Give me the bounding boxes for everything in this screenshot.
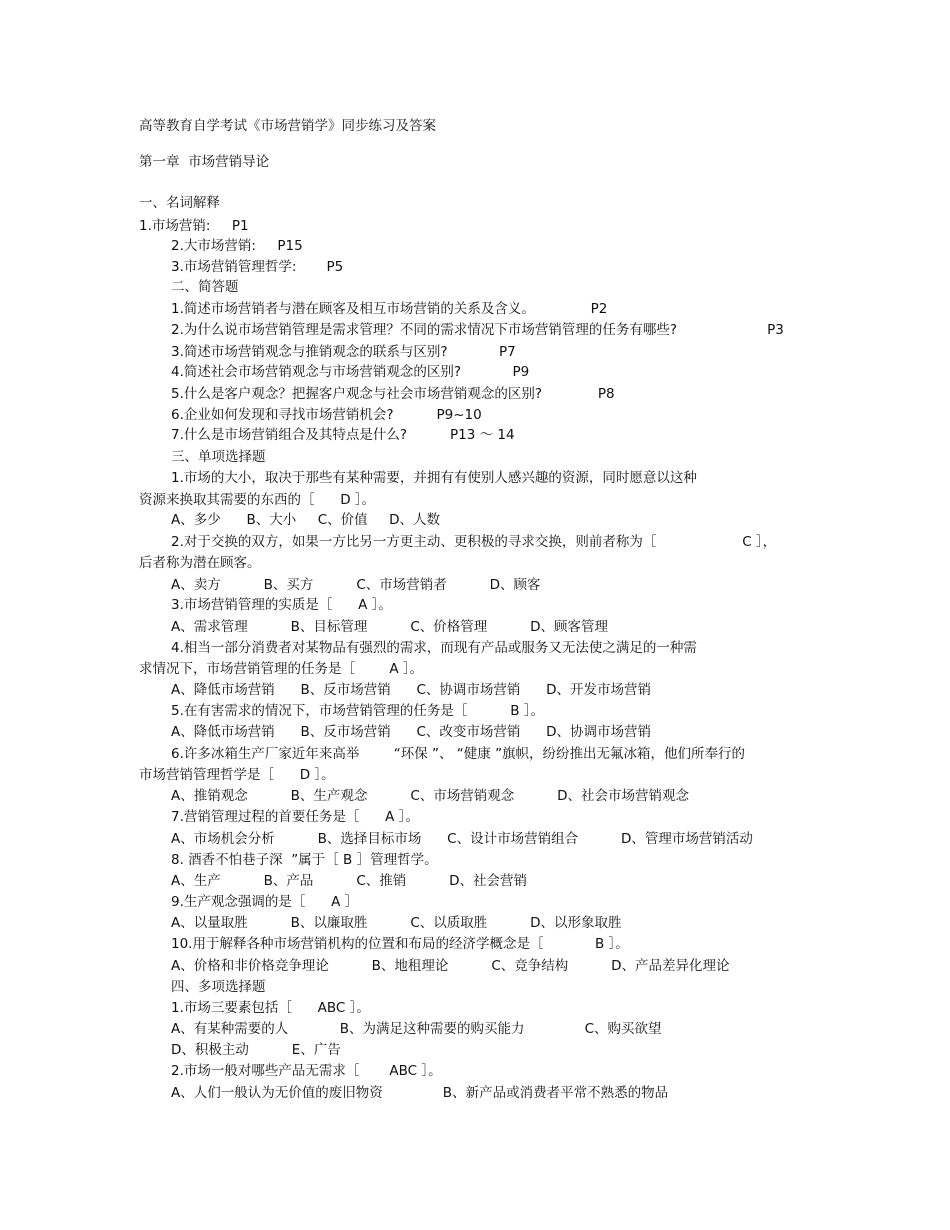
question-text: 市场营销管理哲学是［ D ］。 — [139, 767, 335, 783]
document-title: 高等教育自学考试《市场营销学》同步练习及答案 — [139, 118, 436, 134]
question-options: A、降低市场营销 B、反市场营销 C、改变市场营销 D、协调市场营销 — [171, 724, 652, 740]
short-answer-item: 7.什么是市场营销组合及其特点是什么? P13 ～ 14 — [171, 427, 515, 443]
question-options: A、降低市场营销 B、反市场营销 C、协调市场营销 D、开发市场营销 — [171, 682, 652, 698]
section-heading-terms: 一、名词解释 — [139, 195, 220, 211]
question-text: 7.营销管理过程的首要任务是［ A ］。 — [171, 809, 419, 825]
short-answer-item: 6.企业如何发现和寻找市场营销机会? P9~10 — [171, 407, 482, 423]
question-text: 1.市场的大小，取决于那些有某种需要，并拥有有使别人感兴趣的资源，同时愿意以这种 — [171, 470, 697, 486]
question-text: 4.相当一部分消费者对某物品有强烈的需求，而现有产品或服务又无法使之满足的一种需 — [171, 640, 697, 656]
question-text: 2.市场一般对哪些产品无需求［ ABC ］。 — [171, 1063, 442, 1079]
question-options: A、价格和非价格竞争理论 B、地租理论 C、竞争结构 D、产品差异化理论 — [171, 958, 730, 974]
question-options: A、以量取胜 B、以廉取胜 C、以质取胜 D、以形象取胜 — [171, 915, 622, 931]
question-options: A、生产 B、产品 C、推销 D、社会营销 — [171, 873, 528, 889]
section-heading-short-answer: 二、简答题 — [171, 279, 239, 295]
question-options: A、需求管理 B、目标管理 C、价格管理 D、顾客管理 — [171, 619, 609, 635]
question-options: A、有某种需要的人 B、为满足这种需要的购买能力 C、购买欲望 — [171, 1021, 662, 1037]
question-text: 8. 酒香不怕巷子深 ”属于［ B ］管理哲学。 — [171, 852, 438, 868]
question-text: 6.许多冰箱生产厂家近年来高举 “环保 ”、 “健康 ”旗帜，纷纷推出无氟冰箱，他们所奉行的 — [171, 746, 746, 762]
question-text: 9.生产观念强调的是［ A ］ — [171, 894, 359, 910]
section-heading-multiple-choice: 四、多项选择题 — [171, 979, 266, 995]
question-options: A、推销观念 B、生产观念 C、市场营销观念 D、社会市场营销观念 — [171, 788, 690, 804]
question-options: A、多少 B、大小 C、价值 D、人数 — [171, 512, 440, 528]
short-answer-item: 3.简述市场营销观念与推销观念的联系与区别? P7 — [171, 344, 516, 360]
short-answer-item: 4.简述社会市场营销观念与市场营销观念的区别? P9 — [171, 364, 530, 380]
question-options: A、市场机会分析 B、选择目标市场 C、设计市场营销组合 D、管理市场营销活动 — [171, 831, 753, 847]
question-text: 3.市场营销管理的实质是［ A ］。 — [171, 597, 392, 613]
term-item: 3.市场营销管理哲学: P5 — [171, 259, 344, 275]
question-text: 10.用于解释各种市场营销机构的位置和布局的经济学概念是［ B ］。 — [171, 936, 629, 952]
short-answer-item: 2.为什么说市场营销管理是需求管理？不同的需求情况下市场营销管理的任务有哪些? P3 — [171, 322, 784, 338]
chapter-heading: 第一章 市场营销导论 — [139, 154, 270, 170]
question-text: 求情况下，市场营销管理的任务是［ A ］。 — [139, 661, 424, 677]
section-heading-single-choice: 三、单项选择题 — [171, 449, 266, 465]
question-text: 后者称为潜在顾客。 — [139, 555, 261, 571]
short-answer-item: 5.什么是客户观念？把握客户观念与社会市场营销观念的区别? P8 — [171, 386, 615, 402]
question-options: A、卖方 B、买方 C、市场营销者 D、顾客 — [171, 577, 541, 593]
question-options: D、积极主动 E、广告 — [171, 1042, 341, 1058]
short-answer-item: 1.简述市场营销者与潜在顾客及相互市场营销的关系及含义。 P2 — [171, 301, 608, 317]
question-text: 1.市场三要素包括［ ABC ］。 — [171, 1000, 370, 1016]
term-item: 2.大市场营销: P15 — [171, 238, 303, 254]
question-text: 2.对于交换的双方，如果一方比另一方更主动、更积极的寻求交换，则前者称为［ C ］， — [171, 534, 777, 550]
question-text: 资源来换取其需要的东西的［ D ］。 — [139, 492, 376, 508]
term-item: 1.市场营销: P1 — [139, 218, 249, 234]
question-options: A、人们一般认为无价值的废旧物资 B、新产品或消费者平常不熟悉的物品 — [171, 1085, 669, 1101]
question-text: 5.在有害需求的情况下，市场营销管理的任务是［ B ］。 — [171, 703, 545, 719]
